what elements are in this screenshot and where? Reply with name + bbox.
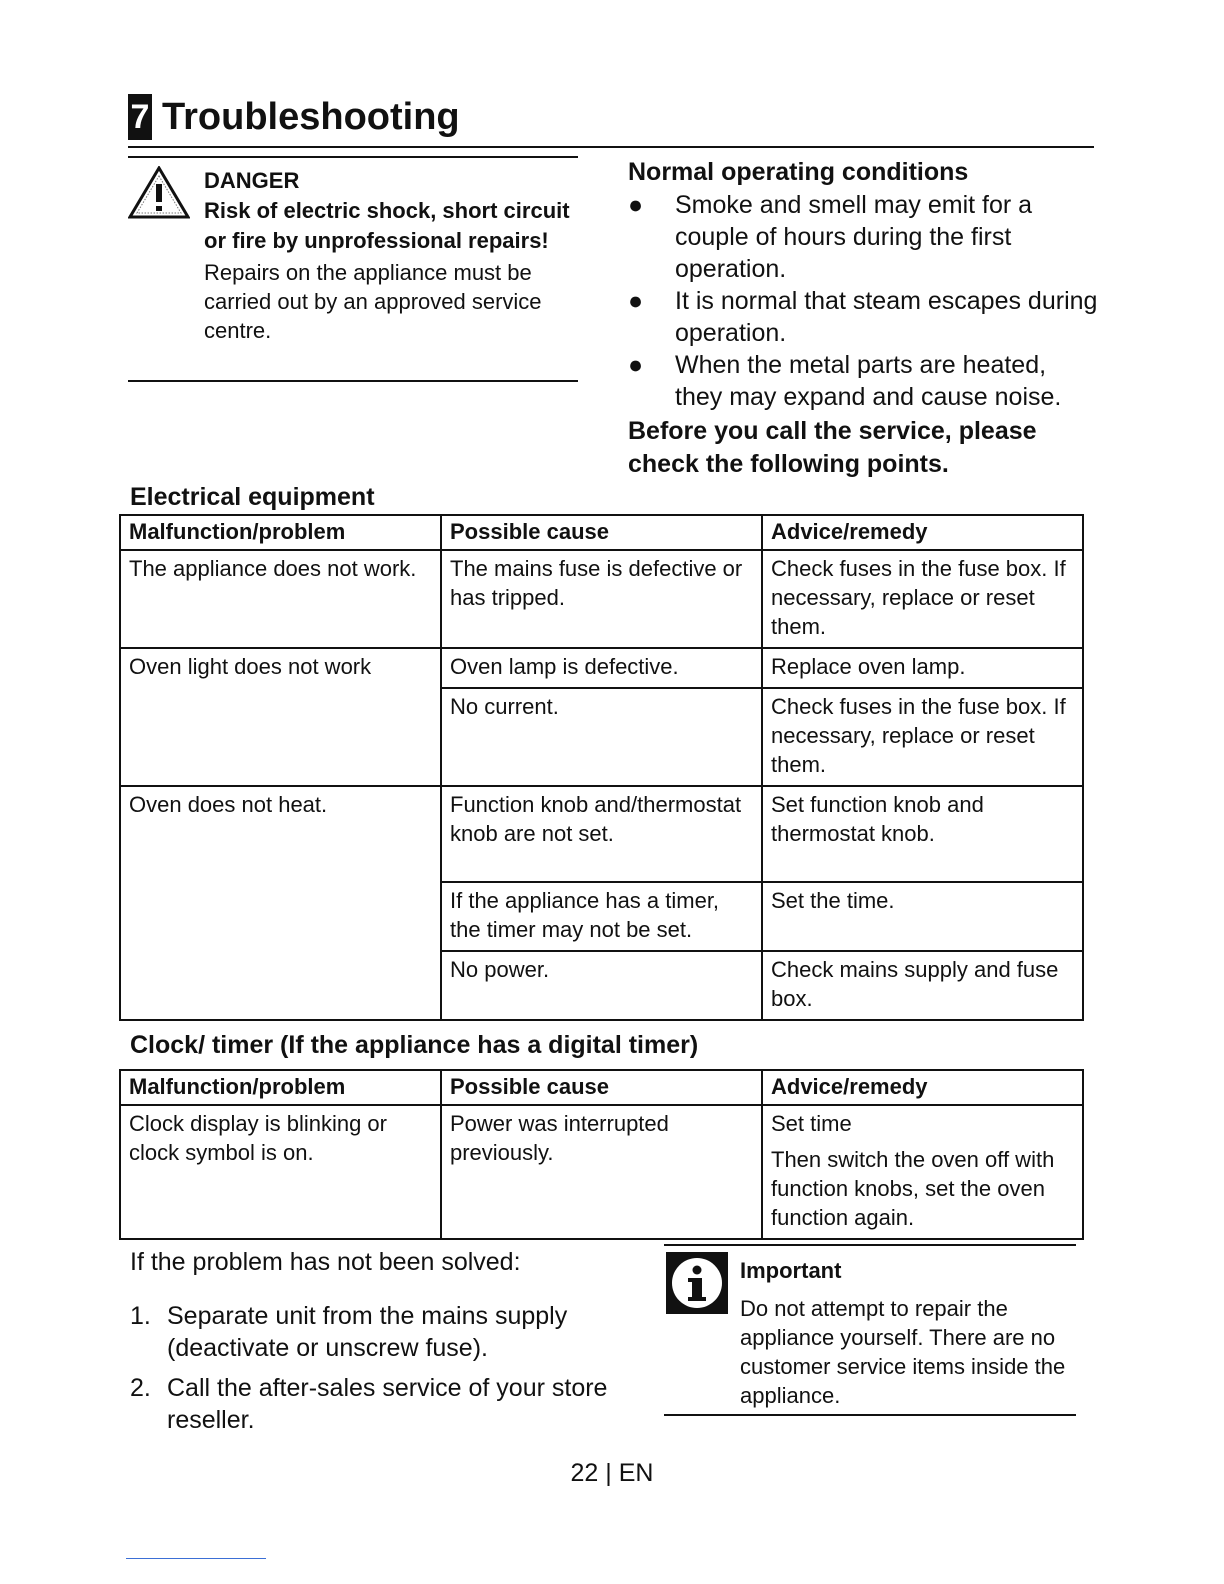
- danger-body: Repairs on the appliance must be carried out by an approved service centre.: [204, 260, 542, 343]
- table-header-row: [120, 515, 1083, 550]
- table-row: [120, 786, 1083, 882]
- clock-table: [119, 1069, 1084, 1240]
- step-text: Call the after-sales service of your store reseller.: [167, 1374, 608, 1434]
- unsolved-section: [130, 1246, 630, 1444]
- cause-cell: Function knob and/thermostat knob are not set.: [441, 786, 762, 882]
- title-rule: [128, 146, 1094, 148]
- normal-conditions: [628, 156, 1098, 481]
- remedy-cell: Set function knob and thermostat knob.: [762, 786, 1083, 882]
- table-row: [120, 550, 1083, 648]
- bullet-text: Smoke and smell may emit for a couple of hours during the first operation.: [675, 191, 1033, 283]
- column-header: Advice/remedy: [762, 1070, 1083, 1105]
- important-top-rule: [664, 1244, 1076, 1246]
- danger-top-rule: [128, 156, 578, 158]
- page-title: Troubleshooting: [162, 96, 460, 138]
- bullet-text: When the metal parts are heated, they may expand and cause noise.: [675, 351, 1062, 411]
- column-header: Malfunction/problem: [120, 515, 441, 550]
- cause-cell: No power.: [441, 951, 762, 1020]
- info-icon: [666, 1252, 728, 1314]
- problem-cell: Oven light does not work: [120, 648, 441, 786]
- remedy-line: Then switch the oven off with function knobs, set the oven function again.: [771, 1147, 1055, 1230]
- danger-bottom-rule: [128, 380, 578, 382]
- danger-warning: Risk of electric shock, short circuit or fire by unprofessional repairs!: [204, 198, 570, 253]
- cause-cell: If the appliance has a timer, the timer may not be set.: [441, 882, 762, 951]
- problem-cell: Clock display is blinking or clock symbol is on.: [120, 1105, 441, 1239]
- remedy-line: Set time: [771, 1111, 852, 1136]
- list-item: [628, 189, 1098, 285]
- normal-heading: Normal operating conditions: [628, 158, 969, 186]
- cause-cell: No current.: [441, 688, 762, 786]
- remedy-cell: Check mains supply and fuse box.: [762, 951, 1083, 1020]
- list-item: [628, 349, 1098, 413]
- decorative-line: [126, 1558, 266, 1559]
- important-box: [740, 1256, 1080, 1410]
- column-header: Advice/remedy: [762, 515, 1083, 550]
- column-header: Possible cause: [441, 1070, 762, 1105]
- bullet-icon: ●: [628, 287, 644, 315]
- clock-heading: Clock/ timer (If the appliance has a digital timer): [130, 1031, 699, 1059]
- important-body: Do not attempt to repair the appliance yourself. There are no customer service items inside the appliance.: [740, 1296, 1066, 1408]
- unsolved-intro: If the problem has not been solved:: [130, 1248, 521, 1276]
- table-header-row: [120, 1070, 1083, 1105]
- list-item: [130, 1300, 630, 1364]
- table-row: [120, 1105, 1083, 1239]
- step-text: Separate unit from the mains supply (deactivate or unscrew fuse).: [167, 1302, 568, 1362]
- table-row: [120, 648, 1083, 688]
- section-number: 7: [128, 94, 152, 140]
- warning-triangle-icon: [128, 166, 190, 220]
- problem-cell: Oven does not heat.: [120, 786, 441, 1020]
- unsolved-steps: [130, 1300, 630, 1436]
- column-header: Malfunction/problem: [120, 1070, 441, 1105]
- remedy-cell: Set the time.: [762, 882, 1083, 951]
- normal-list: [628, 189, 1098, 413]
- danger-box: [204, 166, 584, 345]
- list-item: [628, 285, 1098, 349]
- cause-cell: The mains fuse is defective or has tripped.: [441, 550, 762, 648]
- electrical-heading: Electrical equipment: [130, 483, 375, 511]
- step-number: 2.: [130, 1374, 151, 1402]
- remedy-cell: Replace oven lamp.: [762, 648, 1083, 688]
- column-header: Possible cause: [441, 515, 762, 550]
- bullet-text: It is normal that steam escapes during operation.: [675, 287, 1098, 347]
- page-number: 22 | EN: [570, 1459, 654, 1487]
- list-item: [130, 1372, 630, 1436]
- problem-cell: The appliance does not work.: [120, 550, 441, 648]
- important-heading: Important: [740, 1258, 842, 1283]
- cause-cell: Power was interrupted previously.: [441, 1105, 762, 1239]
- electrical-table: [119, 514, 1084, 1021]
- remedy-cell: Check fuses in the fuse box. If necessary, replace or reset them.: [762, 550, 1083, 648]
- bullet-icon: ●: [628, 351, 644, 379]
- bullet-icon: ●: [628, 191, 644, 219]
- service-note: Before you call the service, please check the following points.: [628, 417, 1037, 478]
- remedy-cell: [762, 1105, 1083, 1239]
- danger-heading: DANGER: [204, 168, 300, 193]
- step-number: 1.: [130, 1302, 151, 1330]
- remedy-cell: Check fuses in the fuse box. If necessary, replace or reset them.: [762, 688, 1083, 786]
- important-bottom-rule: [664, 1414, 1076, 1416]
- cause-cell: Oven lamp is defective.: [441, 648, 762, 688]
